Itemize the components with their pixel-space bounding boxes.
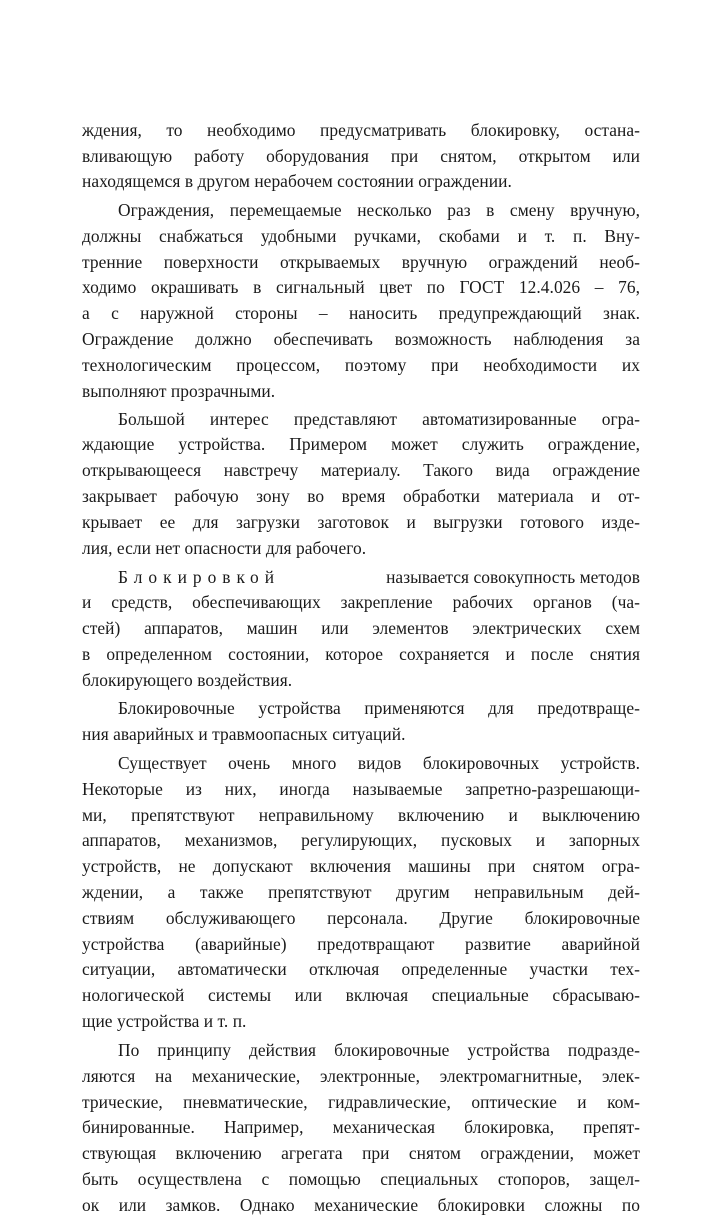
text-line: ситуации, автоматически отключая определенные участки тех- (82, 959, 640, 979)
text-line: быть осуществлена с помощью специальных стопоров, защел- (82, 1169, 640, 1189)
text-line: крывает ее для загрузки заготовок и выгрузки готового изде- (82, 512, 640, 532)
text-line: и средств, обеспечивающих закрепление рабочих органов (ча- (82, 592, 640, 612)
text-line: вливающую работу оборудования при снятом, открытом или (82, 146, 640, 166)
text-line: в определенном состоянии, которое сохраняется и после снятия (82, 644, 640, 664)
text-line: ляются на механические, электронные, электромагнитные, элек- (82, 1066, 640, 1086)
text-line: ждающие устройства. Примером может служить ограждение, (82, 434, 640, 454)
text-line: ок или замков. Однако механические блокировки сложны по (82, 1195, 640, 1215)
text-line: щие устройства и т. п. (82, 1011, 247, 1031)
definition-start: называется совокупность методов (386, 567, 640, 587)
text-line: ждении, а также препятствуют другим неправильным дей- (82, 882, 640, 902)
text-line: устройства (аварийные) предотвращают развитие аварийной (82, 934, 640, 954)
text-line (118, 565, 640, 589)
text-line: ждения, то необходимо предусматривать блокировку, остана- (82, 120, 640, 140)
text-line: должны снабжаться удобными ручками, скобами и т. п. Вну- (82, 226, 640, 246)
text-line: нологической системы или включая специальные сбрасываю- (82, 985, 640, 1005)
text-line: устройств, не допускают включения машины при снятом огра- (82, 856, 640, 876)
text-line: тренние поверхности открываемых вручную ограждений необ- (82, 252, 640, 272)
text-line: бинированные. Например, механическая блокировка, препят- (82, 1117, 640, 1137)
text-line: Ограждение должно обеспечивать возможность наблюдения за (82, 329, 640, 349)
text-line: закрывает рабочую зону во время обработки материала и от- (82, 486, 640, 506)
text-line: ствующая включению агрегата при снятом ограждении, может (82, 1143, 640, 1163)
text-line: лия, если нет опасности для рабочего. (82, 538, 367, 558)
text-line: а с наружной стороны – наносить предупреждающий знак. (82, 303, 640, 323)
text-line: Большой интерес представляют автоматизированные огра- (118, 409, 640, 429)
text-line: аппаратов, механизмов, регулирующих, пусковых и запорных (82, 830, 640, 850)
text-line: Ограждения, перемещаемые несколько раз в смену вручную, (118, 200, 640, 220)
text-line: открывающееся навстречу материалу. Такого вида ограждение (82, 460, 640, 480)
text-line: технологическим процессом, поэтому при необходимости их (82, 355, 640, 375)
text-line: ния аварийных и травмоопасных ситуаций. (82, 724, 406, 744)
text-line: блокирующего воздействия. (82, 670, 293, 690)
term-blokirovka: Блокировкой (118, 567, 281, 587)
text-line: По принципу действия блокировочные устройства подразде- (118, 1040, 640, 1060)
text-line: ходимо окрашивать в сигнальный цвет по ГОСТ 12.4.026 – 76, (82, 277, 640, 297)
text-line: Блокировочные устройства применяются для предотвраще- (118, 698, 640, 718)
text-line: Существует очень много видов блокировочных устройств. (118, 753, 640, 773)
text-line: выполняют прозрачными. (82, 381, 276, 401)
text-line: стей) аппаратов, машин или элементов электрических схем (82, 618, 640, 638)
text-line: находящемся в другом нерабочем состоянии ограждении. (82, 171, 512, 191)
text-line: Некоторые из них, иногда называемые запретно-разрешающи- (82, 779, 640, 799)
text-line: ствиям обслуживающего персонала. Другие блокировочные (82, 908, 640, 928)
text-line: ми, препятствуют неправильному включению и выключению (82, 805, 640, 825)
text-line: трические, пневматические, гидравлические, оптические и ком- (82, 1092, 640, 1112)
